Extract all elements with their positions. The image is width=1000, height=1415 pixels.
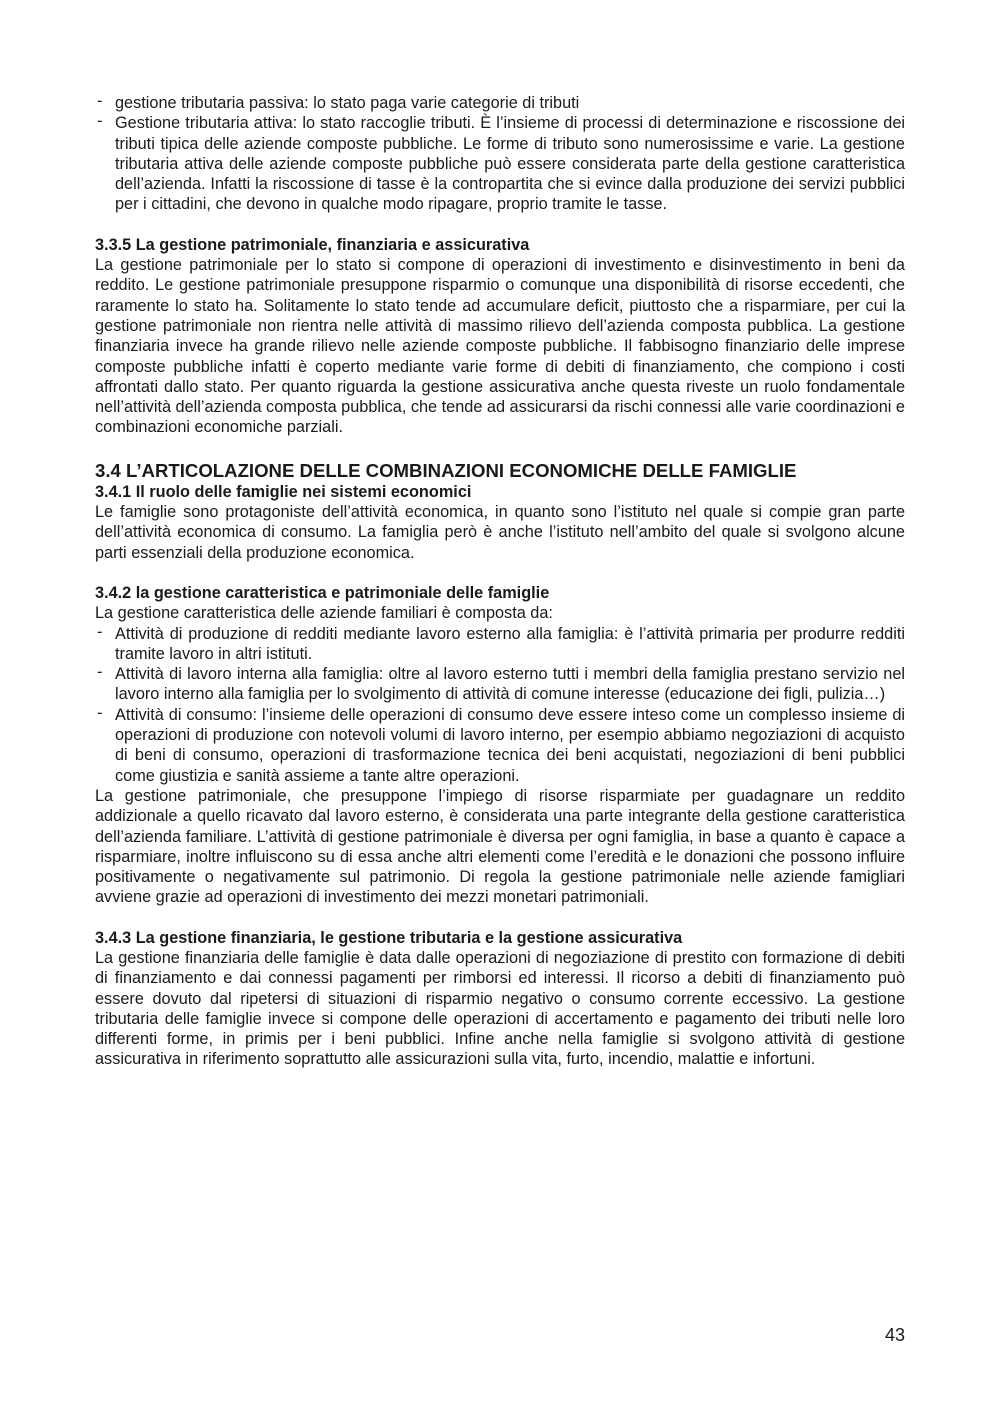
section-body-3-4-1: Le famiglie sono protagoniste dell’attività economica, in quanto sono l’istituto nel quale si compie gran parte dell’attività economica di consumo. La famiglia però è anche l’istituto nell’ambito del quale si svolgono alcune parti essenziali della produzione economica. bbox=[95, 503, 905, 562]
list-item: - Attività di lavoro interna alla famiglia: oltre al lavoro esterno tutti i membri della famiglia prestano servizio nel lavoro interno alla famiglia per lo svolgimento di attività di comune interesse (educazione dei figli, pulizia…) bbox=[95, 664, 905, 705]
section-intro-3-4-2: La gestione caratteristica delle aziende familiari è composta da: bbox=[95, 604, 553, 623]
section-heading-3-4-1: 3.4.1 Il ruolo delle famiglie nei sistemi economici bbox=[95, 482, 472, 501]
activity-list bbox=[95, 624, 905, 786]
intro-list bbox=[95, 93, 905, 215]
list-item: - Gestione tributaria attiva: lo stato raccoglie tributi. È l’insieme di processi di determinazione e riscossione dei tributi tipica delle aziende composte pubbliche. Le forme di tributo sono numerosissime e varie. La gestione tributaria attiva delle aziende composte pubbliche può essere considerata parte della gestione caratteristica dell’azienda. Infatti la riscossione di tasse è la contropartita che si evince dalla produzione dei servizi pubblici per i cittadini, che devono in qualche modo ripagare, proprio tramite le tasse. bbox=[95, 113, 905, 214]
document-page bbox=[95, 93, 905, 1070]
section-body-3-4-2: La gestione patrimoniale, che presuppone l’impiego di risorse risparmiate per guadagnare un reddito addizionale a quello ricavato dal lavoro esterno, è considerata una parte integrante della gestione caratteristica dell’azienda familiare. L’attività di gestione patrimoniale è diversa per ogni famiglia, in base a quanto è capace a risparmiare, inoltre influiscono su di essa anche altri elementi come l’eredità e le donazioni che possono influire positivamente o negativamente sul patrimonio. Di regola la gestione patrimoniale nelle aziende famigliari avviene grazie ad operazioni di investimento dei mezzi monetari patrimoniali. bbox=[95, 786, 905, 907]
list-item: - Attività di consumo: l’insieme delle operazioni di consumo deve essere inteso come un complesso insieme di operazioni di produzione con notevoli volumi di lavoro interno, per esempio abbiamo negoziazioni di acquisto di beni di consumo, operazioni di trasformazione tecnica dei beni acquistati, negoziazioni di beni pubblici come giustizia e sanità assieme a tante altre operazioni. bbox=[95, 705, 905, 786]
list-item: - gestione tributaria passiva: lo stato paga varie categorie di tributi bbox=[95, 93, 905, 113]
section-body-3-4-3: La gestione finanziaria delle famiglie è data dalle operazioni di negoziazione di prestito con formazione di debiti di finanziamento e dai connessi pagamenti per rimborsi ed interessi. Il ricorso a debiti di finanziamento può essere dovuto dal ripetersi di situazioni di risparmio negativo o consumo corrente eccessivo. La gestione tributaria delle famiglie invece si compone delle operazioni di accertamento e pagamento dei tributi nelle loro differenti forme, in primis per i beni pubblici. Infine anche nella famiglie si svolgono attività di gestione assicurativa in riferimento soprattutto alle assicurazioni sulla vita, furto, incendio, malattie e infortuni. bbox=[95, 948, 905, 1069]
section-body-3-3-5: La gestione patrimoniale per lo stato si compone di operazioni di investimento e disinvestimento in beni da reddito. Le gestione patrimoniale presuppone risparmio o comunque una disponibilità di risorse eccedenti, che raramente lo stato ha. Solitamente lo stato tende ad accumulare deficit, piuttosto che a risparmiare, per cui la gestione patrimoniale non rientra nelle attività di massimo rilievo dell’azienda composta pubblica. La gestione finanziaria invece ha grande rilievo nelle aziende composte pubbliche. Il fabbisogno finanziario delle imprese composte pubbliche infatti è coperto mediante varie forme di debiti di finanziamento, che compiono i costi affrontati dallo stato. Per quanto riguarda la gestione assicurativa anche questa riveste un ruolo fondamentale nell’attività dell’azienda composta pubblica, che tende ad assicurarsi da rischi connessi alle varie coordinazioni e combinazioni economiche parziali. bbox=[95, 256, 905, 437]
chapter-heading-3-4: 3.4 L’ARTICOLAZIONE DELLE COMBINAZIONI ECONOMICHE DELLE FAMIGLIE bbox=[95, 459, 797, 481]
section-heading-3-4-2: 3.4.2 la gestione caratteristica e patrimoniale delle famiglie bbox=[95, 583, 550, 602]
section-heading-3-4-3: 3.4.3 La gestione finanziaria, le gestione tributaria e la gestione assicurativa bbox=[95, 928, 683, 947]
list-item: - Attività di produzione di redditi mediante lavoro esterno alla famiglia: è l’attività primaria per produrre redditi tramite lavoro in altri istituti. bbox=[95, 624, 905, 665]
section-heading-3-3-5: 3.3.5 La gestione patrimoniale, finanziaria e assicurativa bbox=[95, 235, 530, 254]
page-number: 43 bbox=[884, 1325, 905, 1345]
